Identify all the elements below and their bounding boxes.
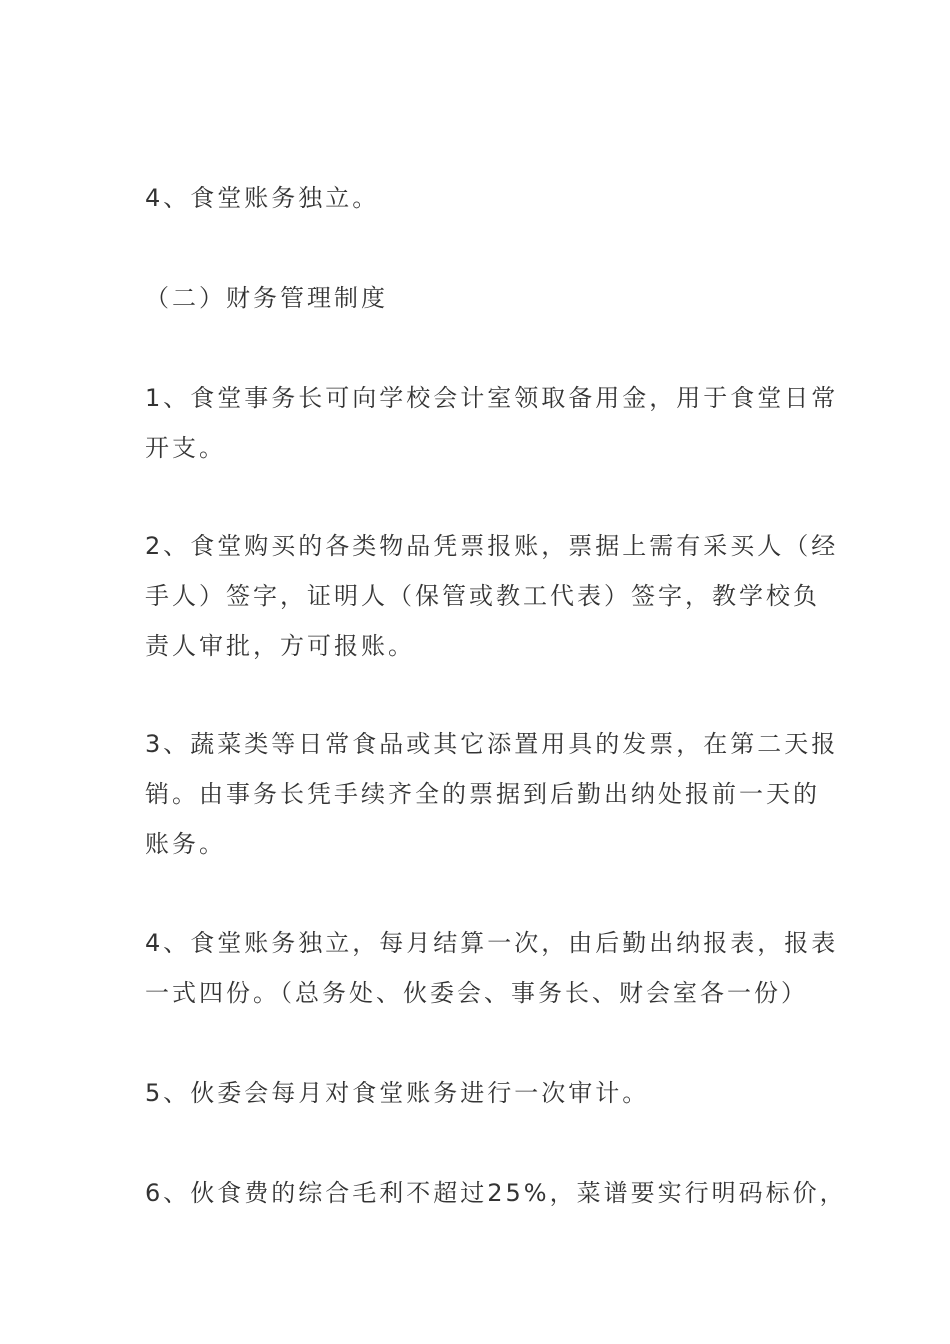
text-line: 5、伙委会每月对食堂账务进行一次审计。 (145, 1079, 650, 1107)
paragraph-1 (145, 173, 805, 223)
text-line: 6、伙食费的综合毛利不超过25%，菜谱要实行明码标价， (145, 1179, 847, 1207)
paragraph-3 (145, 373, 839, 473)
paragraph-4 (145, 521, 839, 671)
text-line: 3、蔬菜类等日常食品或其它添置用具的发票，在第二天报 (145, 730, 839, 758)
text-line: 账务。 (145, 830, 226, 858)
paragraph-5 (145, 719, 839, 869)
text-line: （二）财务管理制度 (145, 284, 388, 312)
text-line: 销。由事务长凭手续齐全的票据到后勤出纳处报前一天的 (145, 780, 820, 808)
text-line: 开支。 (145, 434, 226, 462)
paragraph-7 (145, 1068, 805, 1118)
text-line: 2、食堂购买的各类物品凭票报账，票据上需有采买人（经 (145, 532, 839, 560)
text-line: 4、食堂账务独立。 (145, 184, 380, 212)
section-heading (145, 273, 805, 323)
paragraph-6 (145, 918, 839, 1018)
paragraph-8 (145, 1168, 847, 1218)
text-line: 4、食堂账务独立，每月结算一次，由后勤出纳报表，报表 (145, 929, 839, 957)
text-line: 1、食堂事务长可向学校会计室领取备用金，用于食堂日常 (145, 384, 839, 412)
text-line: 一式四份。（总务处、伙委会、事务长、财会室各一份） (145, 979, 808, 1007)
text-line: 责人审批，方可报账。 (145, 632, 415, 660)
text-line: 手人）签字，证明人（保管或教工代表）签字，教学校负 (145, 582, 820, 610)
